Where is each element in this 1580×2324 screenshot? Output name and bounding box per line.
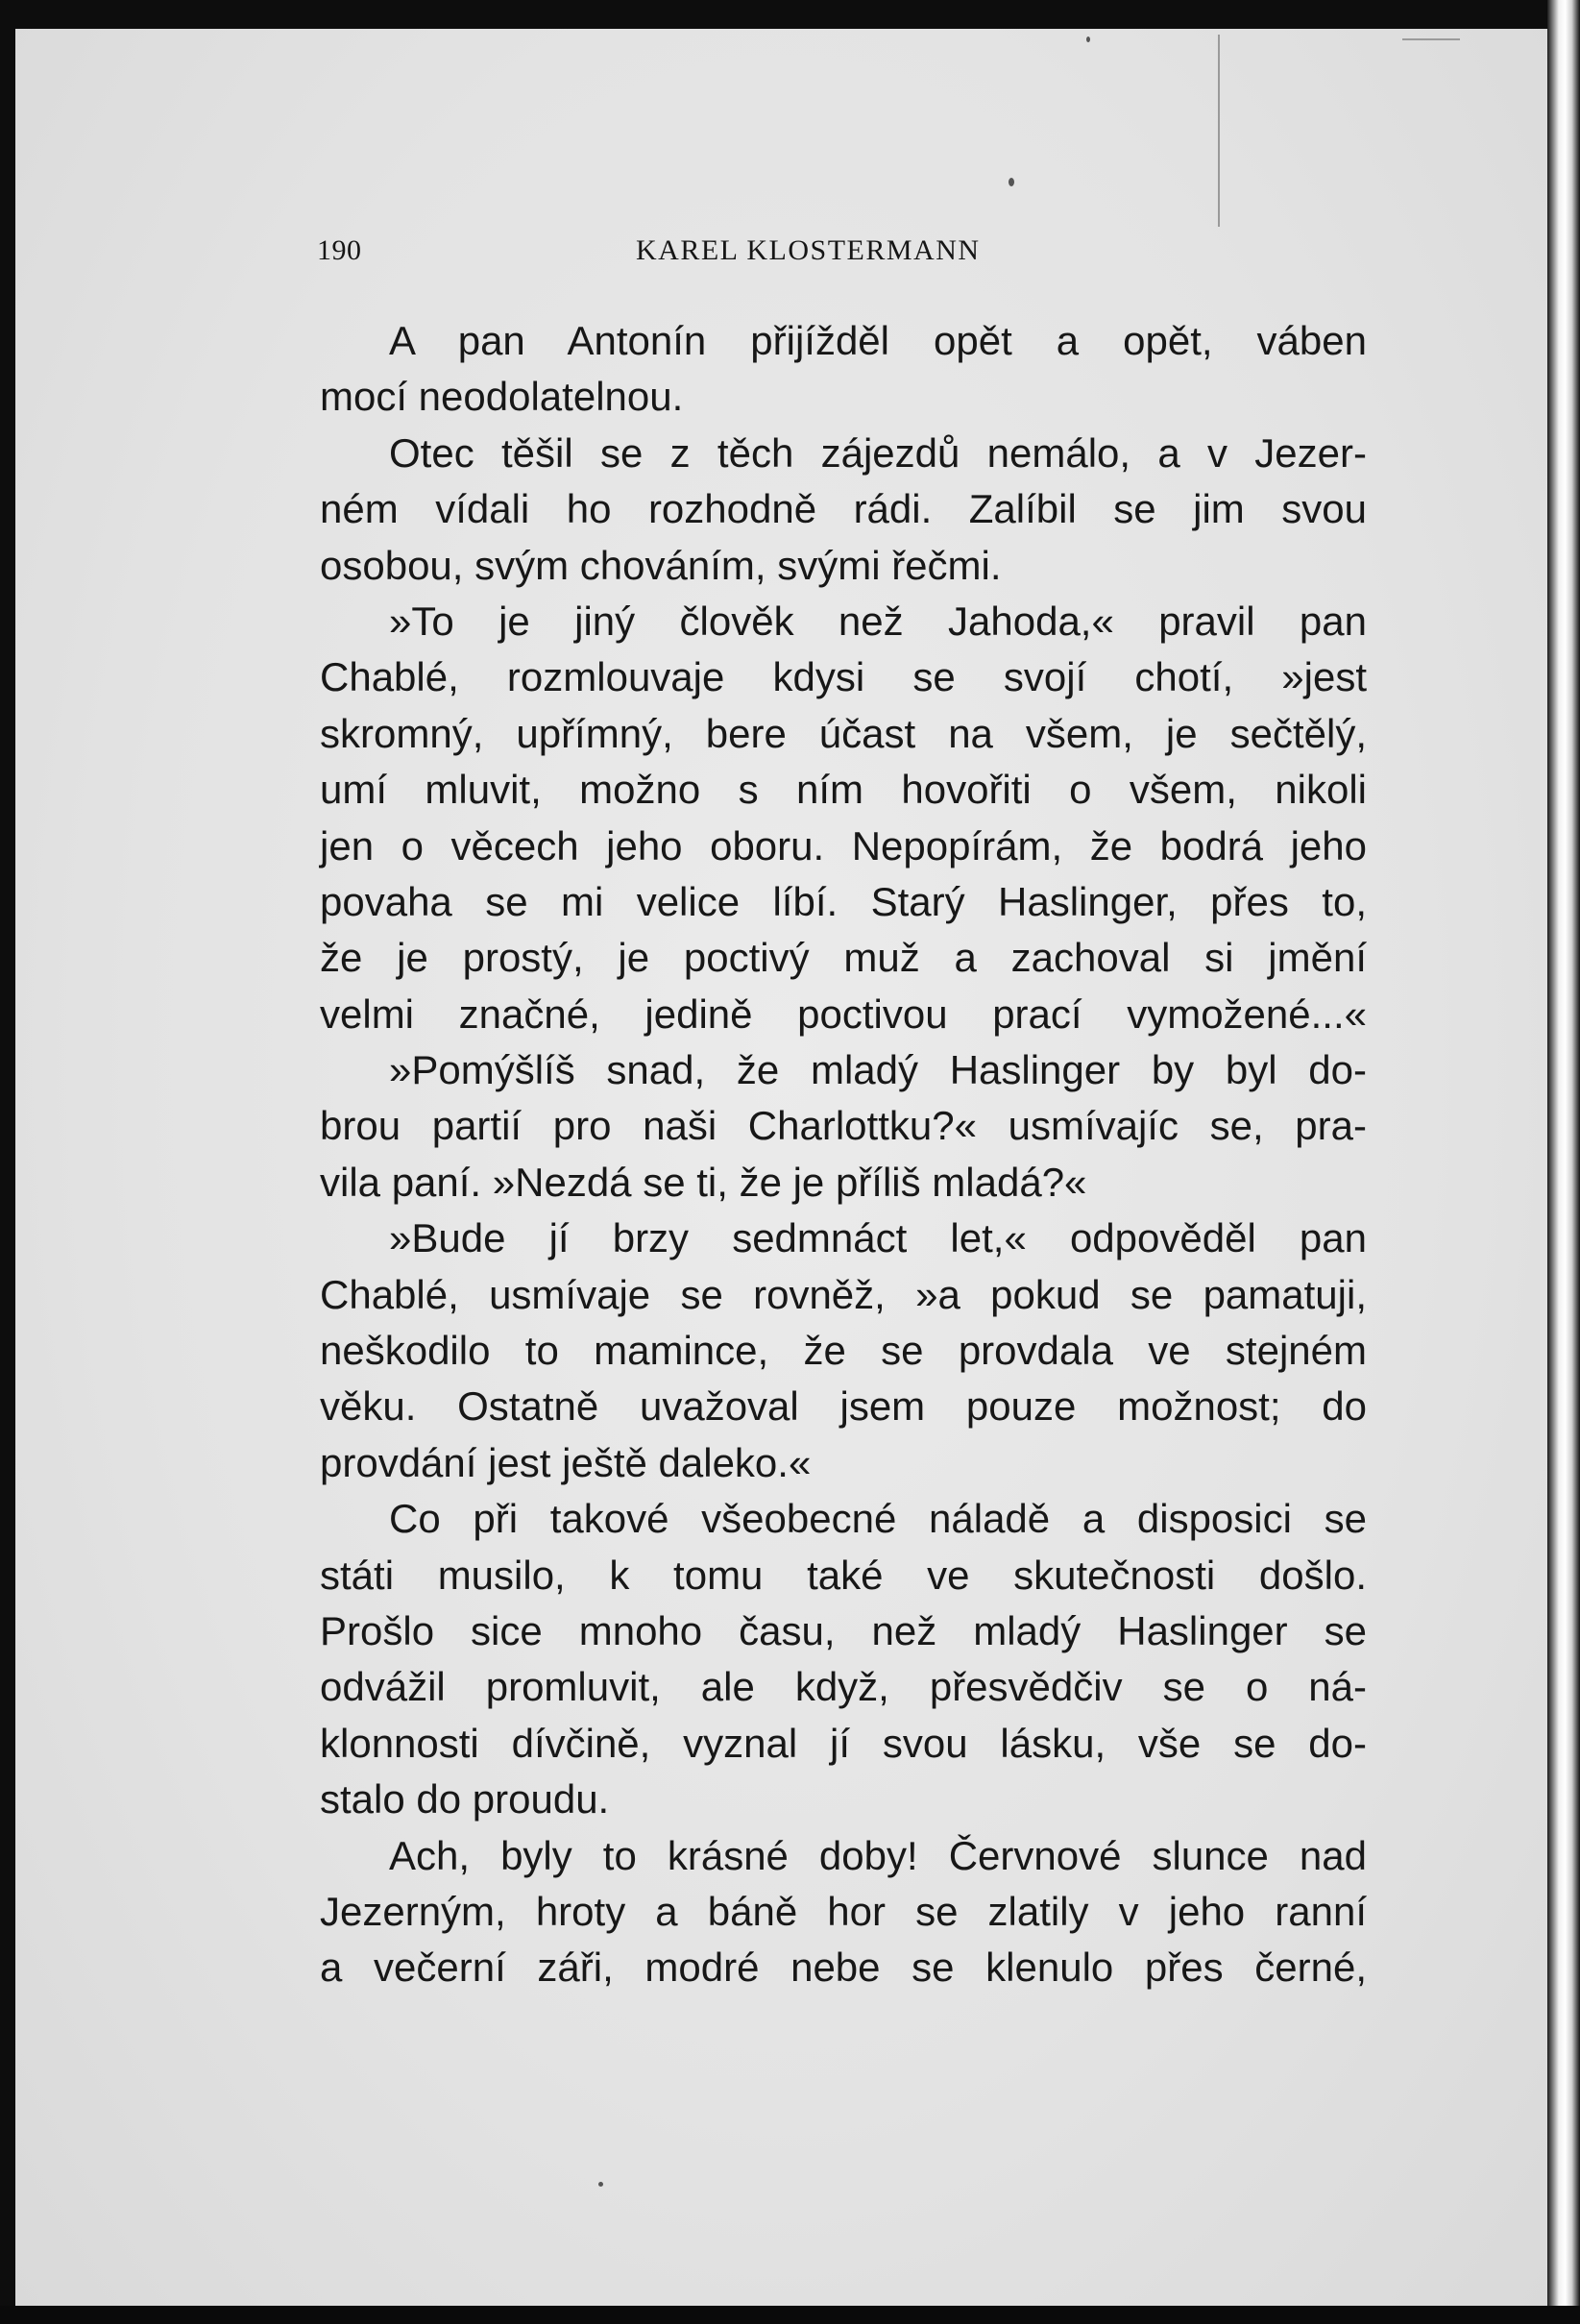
text-line: Chablé, rozmlouvaje kdysi se svojí chotí, »jest bbox=[320, 654, 1367, 700]
text-line: odvážil promluvit, ale když, přesvědčiv se o ná- bbox=[320, 1664, 1367, 1710]
text-line: klonnosti dívčině, vyznal jí svou lásku, vše se do- bbox=[320, 1720, 1367, 1766]
text-line: mocí neodolatelnou. bbox=[320, 374, 684, 420]
page-number: 190 bbox=[317, 234, 362, 266]
text-line: státi musilo, k tomu také ve skutečnosti došlo. bbox=[320, 1552, 1367, 1598]
text-line: povaha se mi velice líbí. Starý Haslinger, přes to, bbox=[320, 878, 1367, 924]
text-line: ném vídali ho rozhodně rádi. Zalíbil se jim svou bbox=[320, 486, 1367, 532]
text-line: velmi značné, jedině poctivou prací vymožené...« bbox=[320, 991, 1367, 1037]
text-line: »Pomýšlíš snad, že mladý Haslinger by byl do- bbox=[389, 1047, 1367, 1093]
text-line: umí mluvit, možno s ním hovořiti o všem, nikoli bbox=[320, 767, 1367, 813]
text-line: Jezerným, hroty a báně hor se zlatily v jeho ranní bbox=[320, 1888, 1367, 1934]
text-line: a večerní záři, modré nebe se klenulo přes černé, bbox=[320, 1945, 1367, 1991]
text-line: stalo do proudu. bbox=[320, 1776, 610, 1823]
text-line: »To je jiný člověk než Jahoda,« pravil pan bbox=[389, 598, 1367, 644]
text-line: neškodilo to mamince, že se provdala ve stejném bbox=[320, 1328, 1367, 1374]
text-line: věku. Ostatně uvažoval jsem pouze možnost; do bbox=[320, 1383, 1367, 1430]
text-line: jen o věcech jeho oboru. Nepopírám, že bodrá jeho bbox=[320, 822, 1367, 868]
scan-speck bbox=[1009, 178, 1014, 186]
text-line: »Bude jí brzy sedmnáct let,« odpověděl pan bbox=[389, 1215, 1367, 1261]
text-line: provdání jest ještě daleko.« bbox=[320, 1439, 812, 1485]
bottom-dark-strip bbox=[0, 2306, 1580, 2324]
text-line: že je prostý, je poctivý muž a zachoval si jmění bbox=[320, 935, 1367, 981]
text-line: Co při takové všeobecné náladě a disposici se bbox=[389, 1496, 1367, 1542]
text-line: skromný, upřímný, bere účast na všem, je sečtělý, bbox=[320, 710, 1367, 756]
text-line: brou partií pro naši Charlottku?« usmívajíc se, pra- bbox=[320, 1103, 1367, 1149]
text-line: Otec těšil se z těch zájezdů nemálo, a v Jezer- bbox=[389, 429, 1367, 476]
text-line: A pan Antonín přijížděl opět a opět, váben bbox=[389, 318, 1367, 363]
scan-speck bbox=[598, 2182, 603, 2187]
body-text bbox=[320, 313, 1367, 1996]
text-line: osobou, svým chováním, svými řečmi. bbox=[320, 542, 1002, 588]
scan-speck bbox=[1086, 37, 1090, 42]
running-title: KAREL KLOSTERMANN bbox=[636, 234, 981, 266]
binding-edge bbox=[1547, 0, 1580, 2324]
scan-artifact-line bbox=[1218, 35, 1220, 227]
text-line: Ach, byly to krásné doby! Červnové slunce nad bbox=[389, 1832, 1367, 1878]
text-line: vila paní. »Nezdá se ti, že je příliš mladá?« bbox=[320, 1159, 1087, 1205]
text-line: Chablé, usmívaje se rovněž, »a pokud se pamatuji, bbox=[320, 1271, 1367, 1317]
text-line: Prošlo sice mnoho času, než mladý Haslinger se bbox=[320, 1607, 1367, 1653]
scan-artifact-line bbox=[1402, 38, 1460, 40]
